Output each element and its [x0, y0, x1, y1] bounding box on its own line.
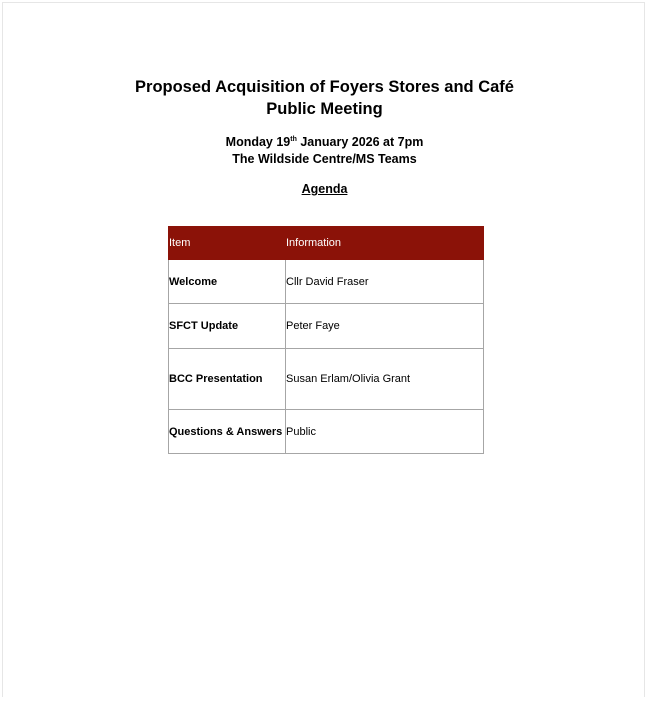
table-row	[169, 410, 484, 454]
agenda-information-cell: Peter Faye	[286, 304, 484, 349]
meeting-date-ordinal: th	[290, 135, 297, 143]
agenda-table	[168, 226, 484, 454]
agenda-item-cell: Questions & Answers	[169, 410, 286, 454]
meeting-date-prefix: Monday 19	[225, 135, 291, 149]
agenda-item-cell: Welcome	[169, 260, 286, 304]
agenda-item-cell: BCC Presentation	[169, 349, 286, 410]
meeting-date-rest: January 2026 at 7pm	[296, 135, 424, 149]
agenda-item-cell: SFCT Update	[169, 304, 286, 349]
document-subtitle: Public Meeting	[266, 100, 383, 118]
column-header-item: Item	[169, 227, 286, 260]
document-title: Proposed Acquisition of Foyers Stores and Café	[135, 78, 514, 96]
column-header-information: Information	[286, 227, 484, 260]
table-row	[169, 304, 484, 349]
meeting-venue: The Wildside Centre/MS Teams	[232, 152, 417, 166]
agenda-information-cell: Susan Erlam/Olivia Grant	[286, 349, 484, 410]
agenda-table-header-row	[169, 227, 484, 260]
agenda-heading: Agenda	[301, 182, 348, 196]
agenda-information-cell: Public	[286, 410, 484, 454]
agenda-information-cell: Cllr David Fraser	[286, 260, 484, 304]
meeting-date	[0, 134, 649, 150]
table-row	[169, 349, 484, 410]
table-row	[169, 260, 484, 304]
